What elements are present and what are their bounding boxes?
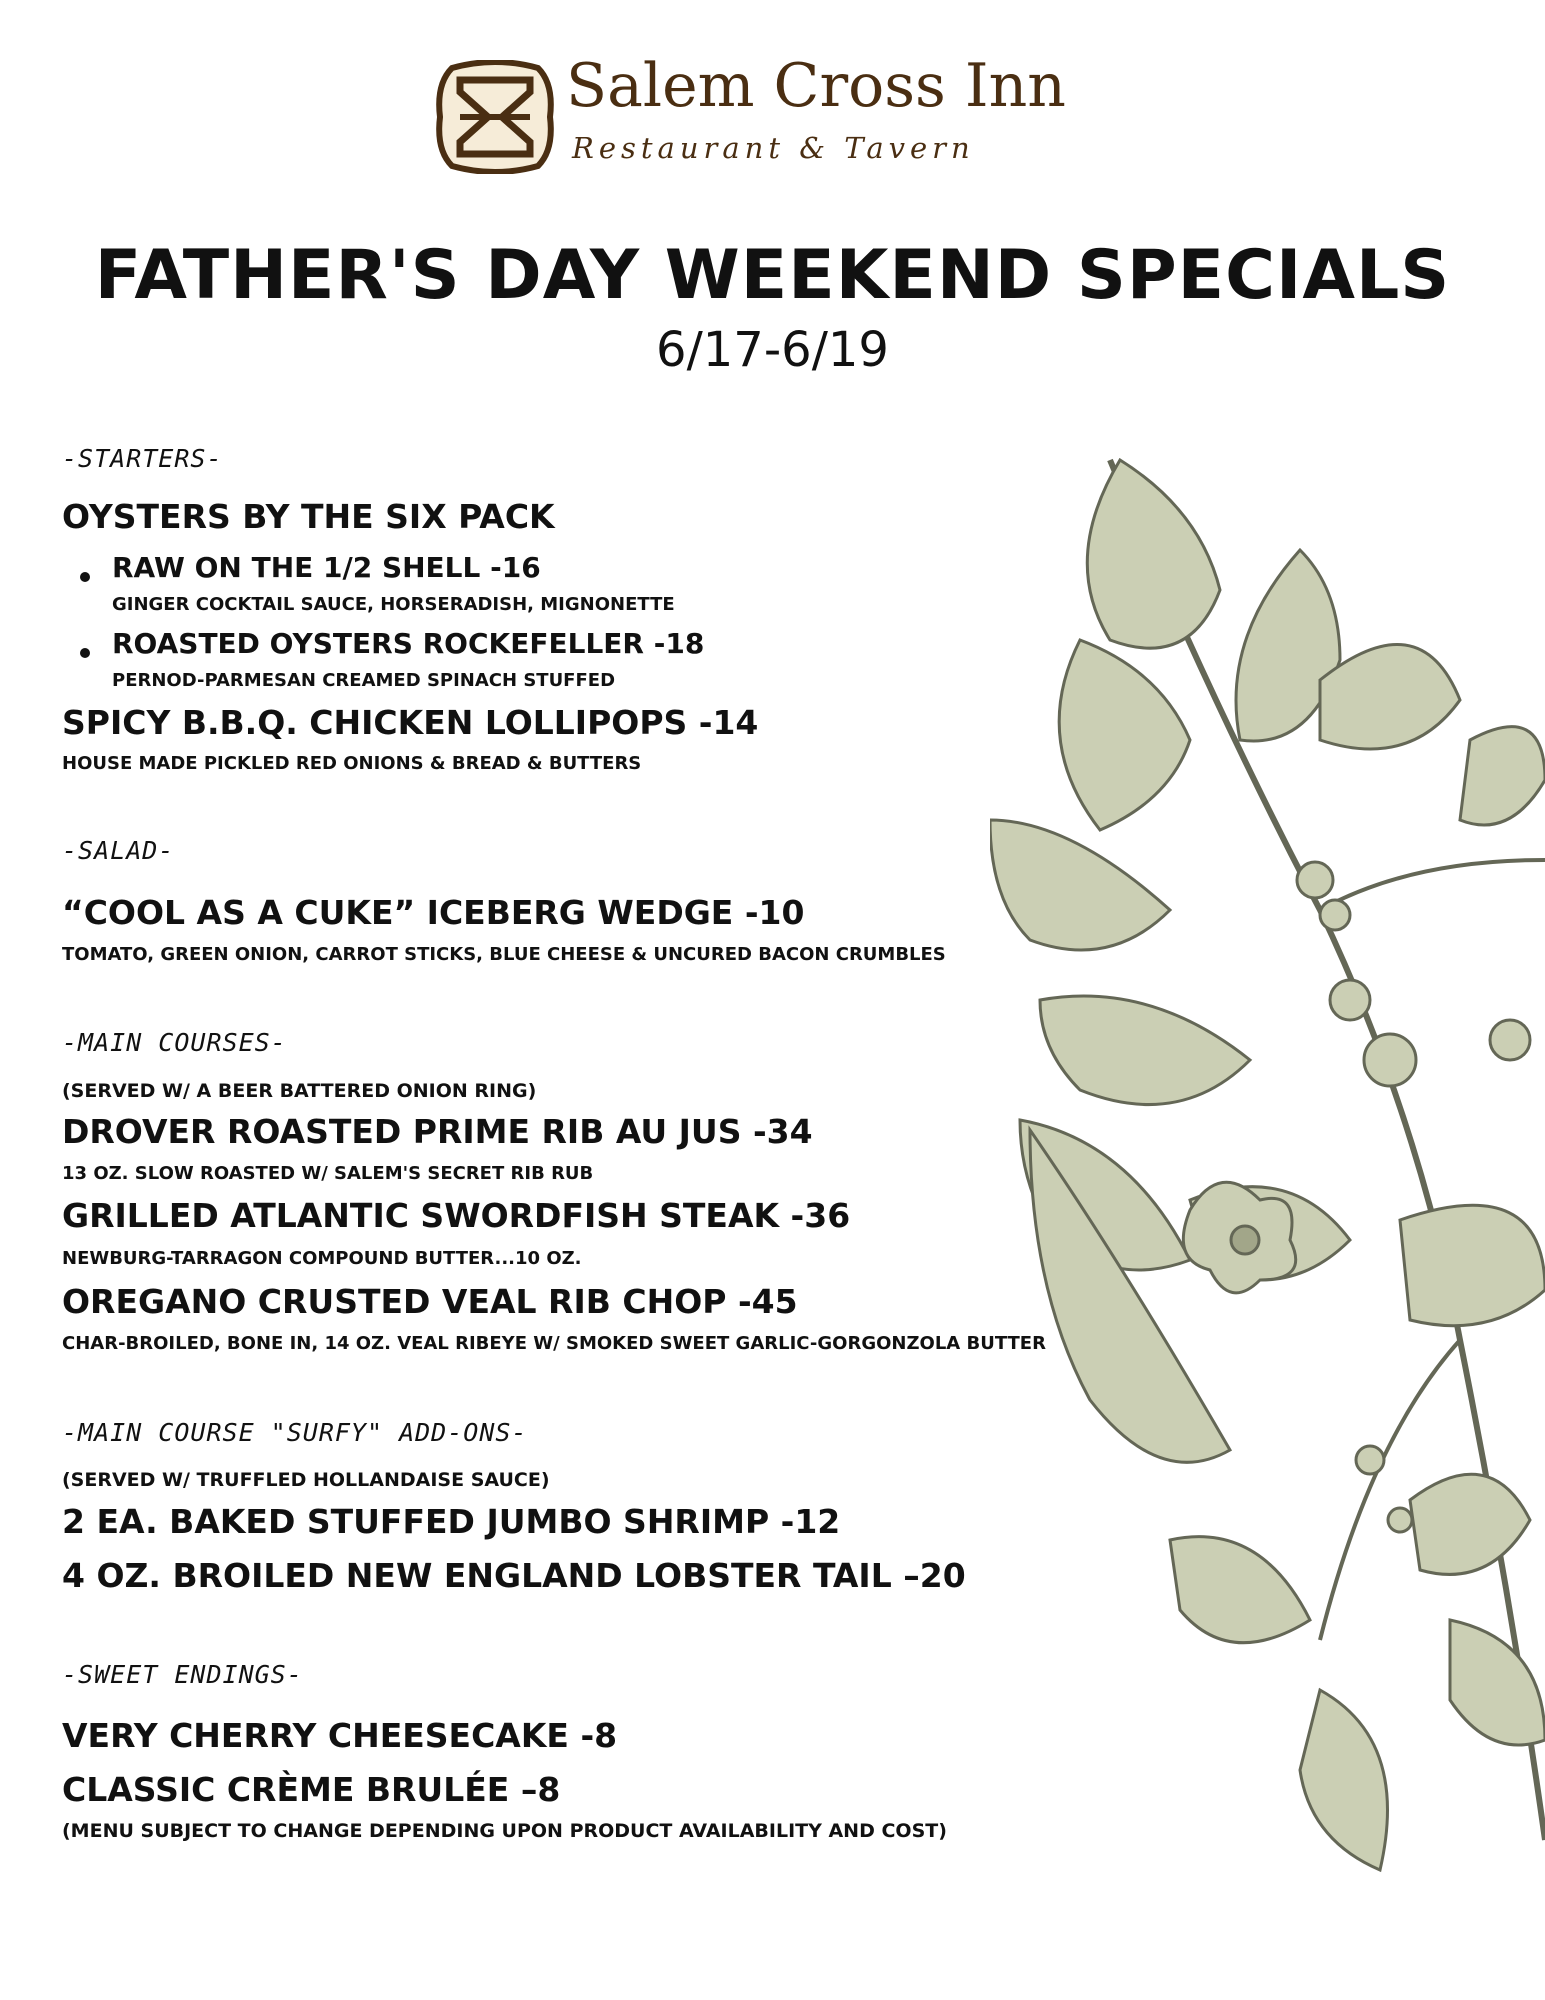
- logo-subtitle: Restaurant & Tavern: [572, 131, 975, 165]
- main-courses-note: (SERVED W/ A BEER BATTERED ONION RING): [62, 1080, 537, 1102]
- menu-item-iceberg-wedge: “COOL AS A CUKE” ICEBERG WEDGE -10: [62, 893, 805, 932]
- page-title: FATHER'S DAY WEEKEND SPECIALS: [94, 236, 1451, 315]
- date-range: 6/17-6/19: [656, 322, 889, 378]
- menu-item-roasted-oysters-desc: PERNOD-PARMESAN CREAMED SPINACH STUFFED: [112, 670, 616, 691]
- logo-name: Salem Cross Inn: [566, 51, 1066, 121]
- section-heading-salad: -SALAD-: [62, 836, 175, 865]
- menu-item-roasted-oysters: ROASTED OYSTERS ROCKEFELLER -18: [112, 627, 705, 660]
- bullet-roasted: [80, 648, 90, 658]
- menu-item-chicken-lollipops-desc: HOUSE MADE PICKLED RED ONIONS & BREAD & BUTTERS: [62, 753, 642, 774]
- menu-item-swordfish: GRILLED ATLANTIC SWORDFISH STEAK -36: [62, 1196, 851, 1235]
- menu-item-creme-brulee: CLASSIC CRÈME BRULÉE –8: [62, 1770, 561, 1809]
- add-ons-note: (SERVED W/ TRUFFLED HOLLANDAISE SAUCE): [62, 1469, 550, 1491]
- menu-item-lobster-tail: 4 OZ. BROILED NEW ENGLAND LOBSTER TAIL –20: [62, 1556, 966, 1595]
- bullet-raw: [80, 572, 90, 582]
- menu-item-swordfish-desc: NEWBURG-TARRAGON COMPOUND BUTTER...10 OZ.: [62, 1248, 582, 1269]
- menu-item-veal-chop: OREGANO CRUSTED VEAL RIB CHOP -45: [62, 1282, 798, 1321]
- salem-cross-emblem-icon: [432, 60, 558, 174]
- menu-item-chicken-lollipops: SPICY B.B.Q. CHICKEN LOLLIPOPS -14: [62, 703, 759, 742]
- menu-item-prime-rib: DROVER ROASTED PRIME RIB AU JUS -34: [62, 1112, 813, 1151]
- menu-disclaimer: (MENU SUBJECT TO CHANGE DEPENDING UPON PRODUCT AVAILABILITY AND COST): [62, 1820, 947, 1842]
- menu-item-oysters: OYSTERS BY THE SIX PACK: [62, 497, 555, 536]
- menu-item-veal-chop-desc: CHAR-BROILED, BONE IN, 14 OZ. VEAL RIBEYE W/ SMOKED SWEET GARLIC-GORGONZOLA BUTTER: [62, 1333, 1046, 1354]
- section-heading-main-courses: -MAIN COURSES-: [62, 1028, 287, 1057]
- menu-item-iceberg-wedge-desc: TOMATO, GREEN ONION, CARROT STICKS, BLUE CHEESE & UNCURED BACON CRUMBLES: [62, 944, 946, 965]
- section-heading-add-ons: -MAIN COURSE "SURFY" ADD-ONS-: [62, 1418, 528, 1447]
- section-heading-sweet-endings: -SWEET ENDINGS-: [62, 1660, 303, 1689]
- botanical-leaf-illustration: [990, 440, 1545, 1940]
- section-heading-starters: -STARTERS-: [62, 444, 223, 473]
- menu-item-jumbo-shrimp: 2 EA. BAKED STUFFED JUMBO SHRIMP -12: [62, 1502, 841, 1541]
- logo: [432, 51, 1112, 178]
- menu-item-raw-oysters: RAW ON THE 1/2 SHELL -16: [112, 551, 541, 584]
- menu-item-prime-rib-desc: 13 OZ. SLOW ROASTED W/ SALEM'S SECRET RIB RUB: [62, 1163, 594, 1184]
- menu-item-raw-oysters-desc: GINGER COCKTAIL SAUCE, HORSERADISH, MIGNONETTE: [112, 594, 675, 615]
- menu-item-cheesecake: VERY CHERRY CHEESECAKE -8: [62, 1716, 618, 1755]
